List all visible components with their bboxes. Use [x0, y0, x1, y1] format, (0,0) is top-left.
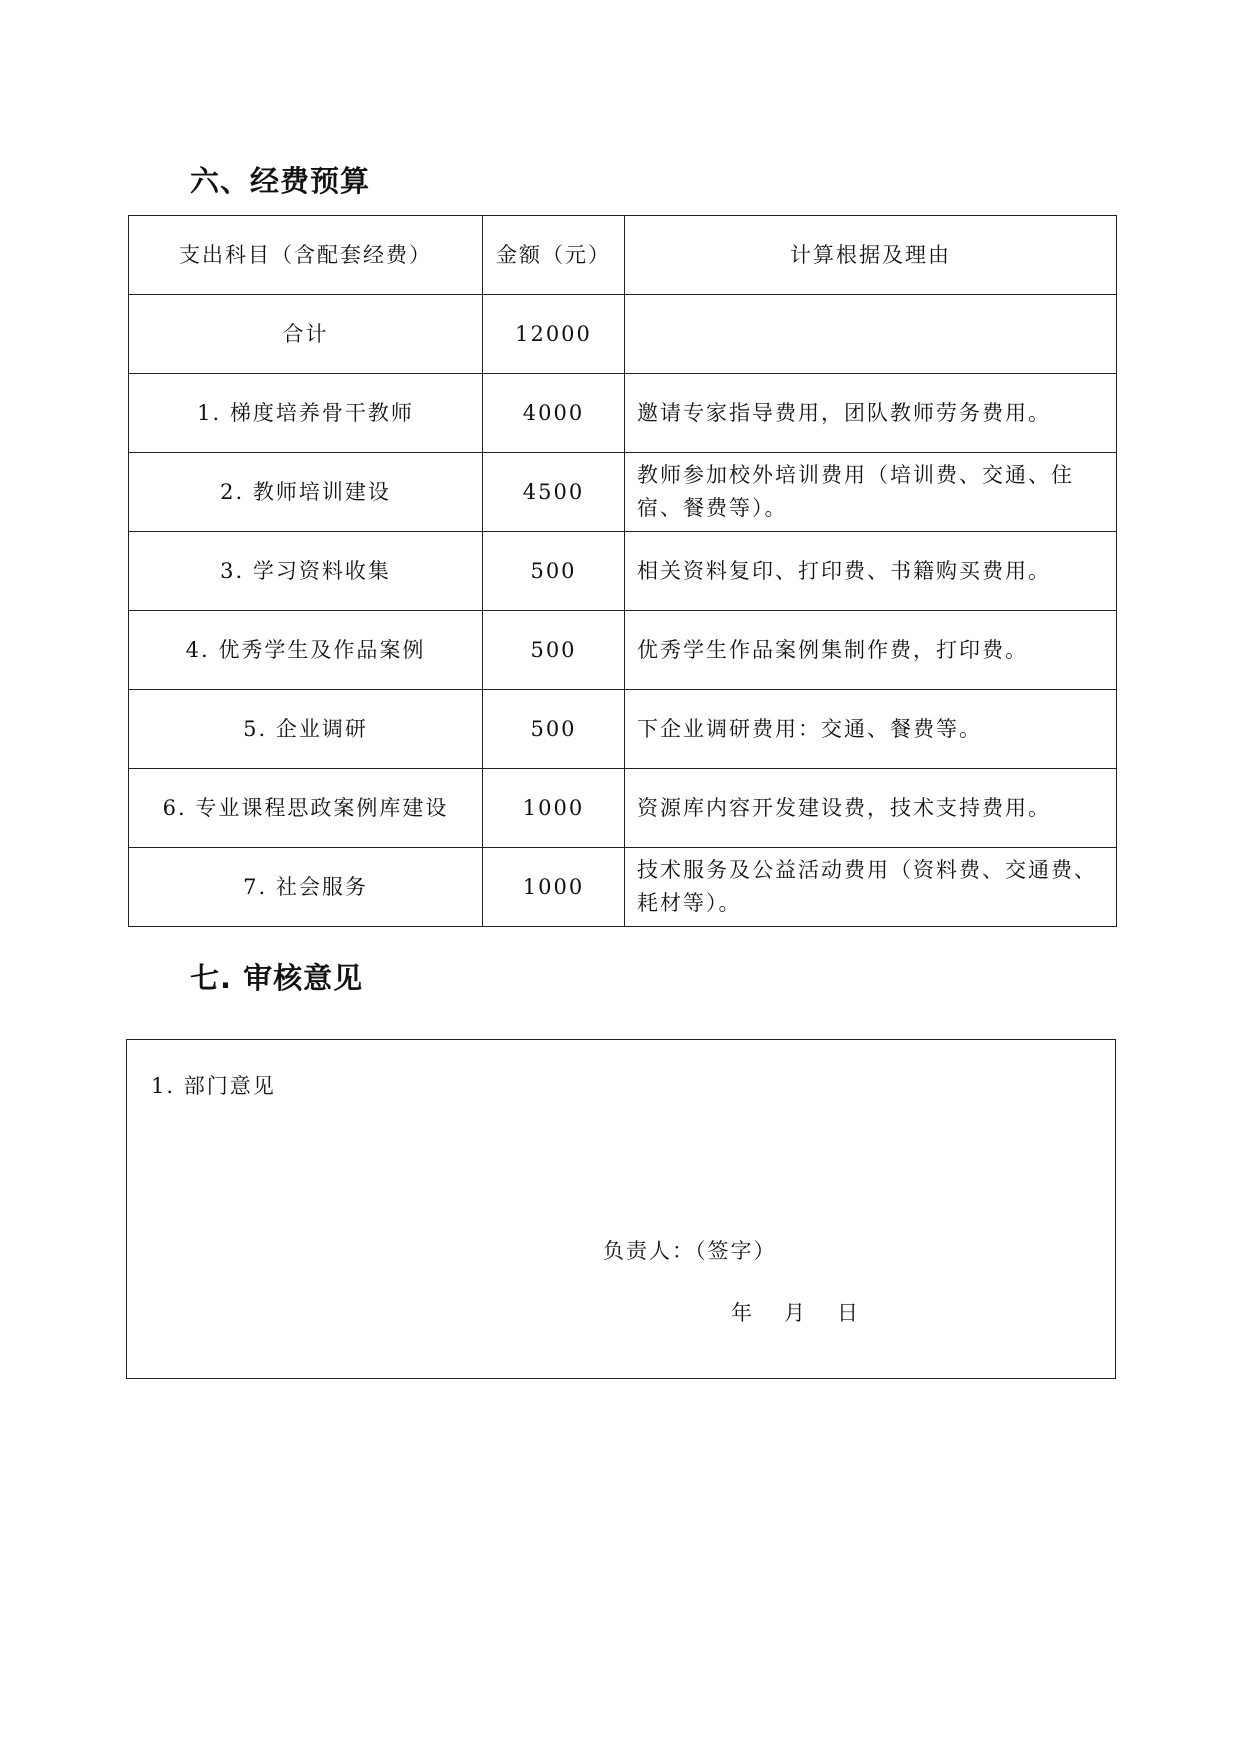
table-row — [129, 453, 1117, 532]
row-amount: 4000 — [483, 374, 625, 453]
table-row — [129, 611, 1117, 690]
budget-total-row — [129, 295, 1117, 374]
row-reason: 技术服务及公益活动费用（资料费、交通费、耗材等）。 — [625, 848, 1117, 927]
total-amount: 12000 — [483, 295, 625, 374]
row-amount: 4500 — [483, 453, 625, 532]
total-label: 合计 — [129, 295, 483, 374]
dept-opinion-label: 1. 部门意见 — [151, 1074, 276, 1098]
date-line — [731, 1297, 860, 1327]
table-row — [129, 374, 1117, 453]
row-reason: 教师参加校外培训费用（培训费、交通、住宿、餐费等）。 — [625, 453, 1117, 532]
row-reason: 优秀学生作品案例集制作费，打印费。 — [625, 611, 1117, 690]
table-row — [129, 690, 1117, 769]
row-item: 1. 梯度培养骨干教师 — [129, 374, 483, 453]
header-amount: 金额（元） — [483, 216, 625, 295]
row-item: 4. 优秀学生及作品案例 — [129, 611, 483, 690]
row-reason: 相关资料复印、打印费、书籍购买费用。 — [625, 532, 1117, 611]
table-row — [129, 769, 1117, 848]
budget-header-row — [129, 216, 1117, 295]
row-amount: 1000 — [483, 769, 625, 848]
signer-label: 负责人：（签字） — [603, 1239, 777, 1263]
header-reason: 计算根据及理由 — [625, 216, 1117, 295]
row-amount: 1000 — [483, 848, 625, 927]
row-amount: 500 — [483, 611, 625, 690]
row-item: 5. 企业调研 — [129, 690, 483, 769]
table-row — [129, 848, 1117, 927]
date-month: 月 — [784, 1301, 807, 1325]
row-item: 7. 社会服务 — [129, 848, 483, 927]
total-reason — [625, 295, 1117, 374]
review-box — [126, 1039, 1116, 1379]
row-reason: 邀请专家指导费用，团队教师劳务费用。 — [625, 374, 1117, 453]
review-section-title: 七. 审核意见 — [190, 961, 364, 995]
row-item: 6. 专业课程思政案例库建设 — [129, 769, 483, 848]
row-item: 2. 教师培训建设 — [129, 453, 483, 532]
date-day: 日 — [837, 1301, 860, 1325]
budget-table — [128, 215, 1117, 927]
row-reason: 资源库内容开发建设费，技术支持费用。 — [625, 769, 1117, 848]
row-amount: 500 — [483, 690, 625, 769]
budget-section-title: 六、经费预算 — [190, 164, 371, 198]
row-amount: 500 — [483, 532, 625, 611]
table-row — [129, 532, 1117, 611]
header-item: 支出科目（含配套经费） — [129, 216, 483, 295]
date-year: 年 — [731, 1301, 754, 1325]
row-item: 3. 学习资料收集 — [129, 532, 483, 611]
row-reason: 下企业调研费用：交通、餐费等。 — [625, 690, 1117, 769]
